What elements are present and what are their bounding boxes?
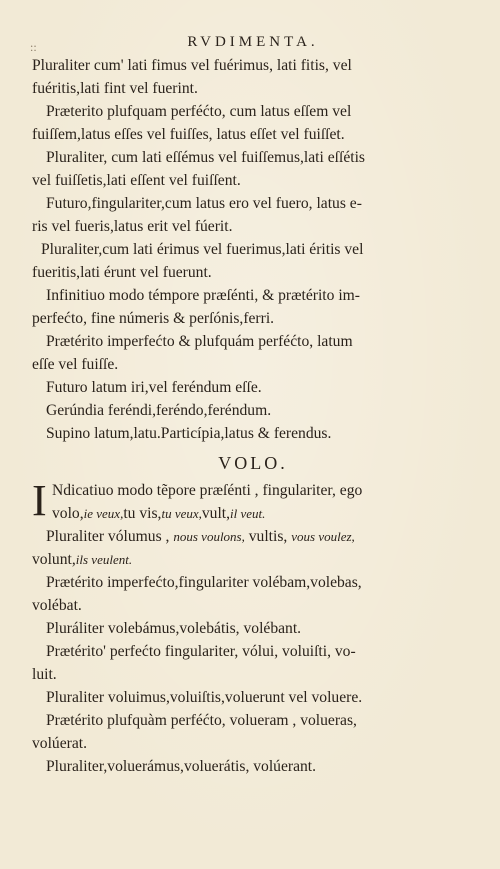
text-line: Futuro latum iri,vel feréndum eſſe. — [46, 379, 262, 396]
volo-conjugation — [32, 476, 474, 778]
french-gloss: vous voulez, — [291, 529, 355, 544]
text-line: fuiſſem,latus eſſes vel fuiſſes, latus eſſet vel fuiſſet. — [32, 126, 345, 143]
running-head: RVDIMENTA. — [187, 34, 319, 50]
conjugation-text — [32, 54, 474, 445]
section-title: VOLO. — [218, 453, 288, 473]
text-line — [52, 502, 474, 525]
french-gloss: nous voulons, — [173, 529, 245, 544]
text-line: Futuro,fingulariter,cum latus ero vel fuero, latus e- — [46, 195, 362, 212]
text-line: fuéritis,lati fint vel fuerint. — [32, 80, 198, 97]
text-line: Pluráliter volebámus,volebátis, volébant. — [46, 620, 302, 637]
drop-cap-letter: I — [32, 476, 47, 525]
text-line: Prætérito imperfećto,fingulariter volébam,volebas, — [46, 574, 362, 591]
text-line: Pluraliter, cum lati eſſémus vel fuiſſemus,lati eſſétis — [46, 149, 365, 166]
text-line: fueritis,lati érunt vel fuerunt. — [32, 264, 212, 281]
latin-text: Pluraliter vólumus , — [46, 528, 170, 545]
text-line: Pluraliter cum' lati fimus vel fuérimus, lati fitis, vel — [32, 57, 352, 74]
latin-text: tu vis, — [123, 505, 162, 522]
french-gloss: ils veulent. — [75, 552, 133, 567]
text-line: Præterito plufquam perféćto, cum latus eſſem vel — [46, 103, 352, 120]
text-line: Pluraliter,cum lati érimus vel fuerimus,lati éritis vel — [41, 241, 364, 258]
french-gloss: ie veux, — [83, 506, 124, 521]
text-line: Prætérito plufquàm perféćto, volueram , volueras, — [46, 712, 357, 729]
text-line — [32, 525, 474, 548]
text-line: volébat. — [32, 597, 82, 614]
dropcap-paragraph — [32, 476, 474, 525]
french-gloss: il veut. — [230, 506, 266, 521]
text-line: Pluraliter voluimus,voluiſtis,voluerunt vel voluere. — [46, 689, 363, 706]
text-line: ris vel fueris,latus erit vel fúerit. — [32, 218, 233, 235]
latin-text: vultis, — [244, 528, 288, 545]
text-line: Infinitiuo modo témpore præſénti, & prætérito im- — [46, 287, 360, 304]
latin-text: volunt, — [32, 551, 76, 568]
text-line: perfećto, fine númeris & perſónis,ferri. — [32, 310, 275, 327]
text-line: Ndicatiuo modo tẽpore præſénti , fingulariter, ego — [52, 482, 363, 499]
text-line: vel fuiſſetis,lati eſſent vel fuiſſent. — [32, 172, 241, 189]
latin-text: volo, — [52, 505, 84, 522]
french-gloss: tu veux, — [161, 506, 202, 521]
text-line: Pluraliter,voluerámus,voluerátis, volúerant. — [46, 758, 317, 775]
latin-text: vult, — [201, 505, 231, 522]
text-line: Prætérito' perfećto fingulariter, vólui, voluiſti, vo- — [46, 643, 356, 660]
text-line: Prætérito imperfećto & plufquám perféćto, latum — [46, 333, 353, 350]
margin-mark: :: — [30, 40, 37, 54]
text-line: Gerúndia feréndi,feréndo,feréndum. — [46, 402, 272, 419]
text-line: eſſe vel fuiſſe. — [32, 356, 119, 373]
text-line: luit. — [32, 666, 57, 683]
text-line: volúerat. — [32, 735, 87, 752]
text-line — [32, 548, 474, 571]
text-line: Supino latum,latu.Particípia,latus & ferendus. — [46, 425, 332, 442]
